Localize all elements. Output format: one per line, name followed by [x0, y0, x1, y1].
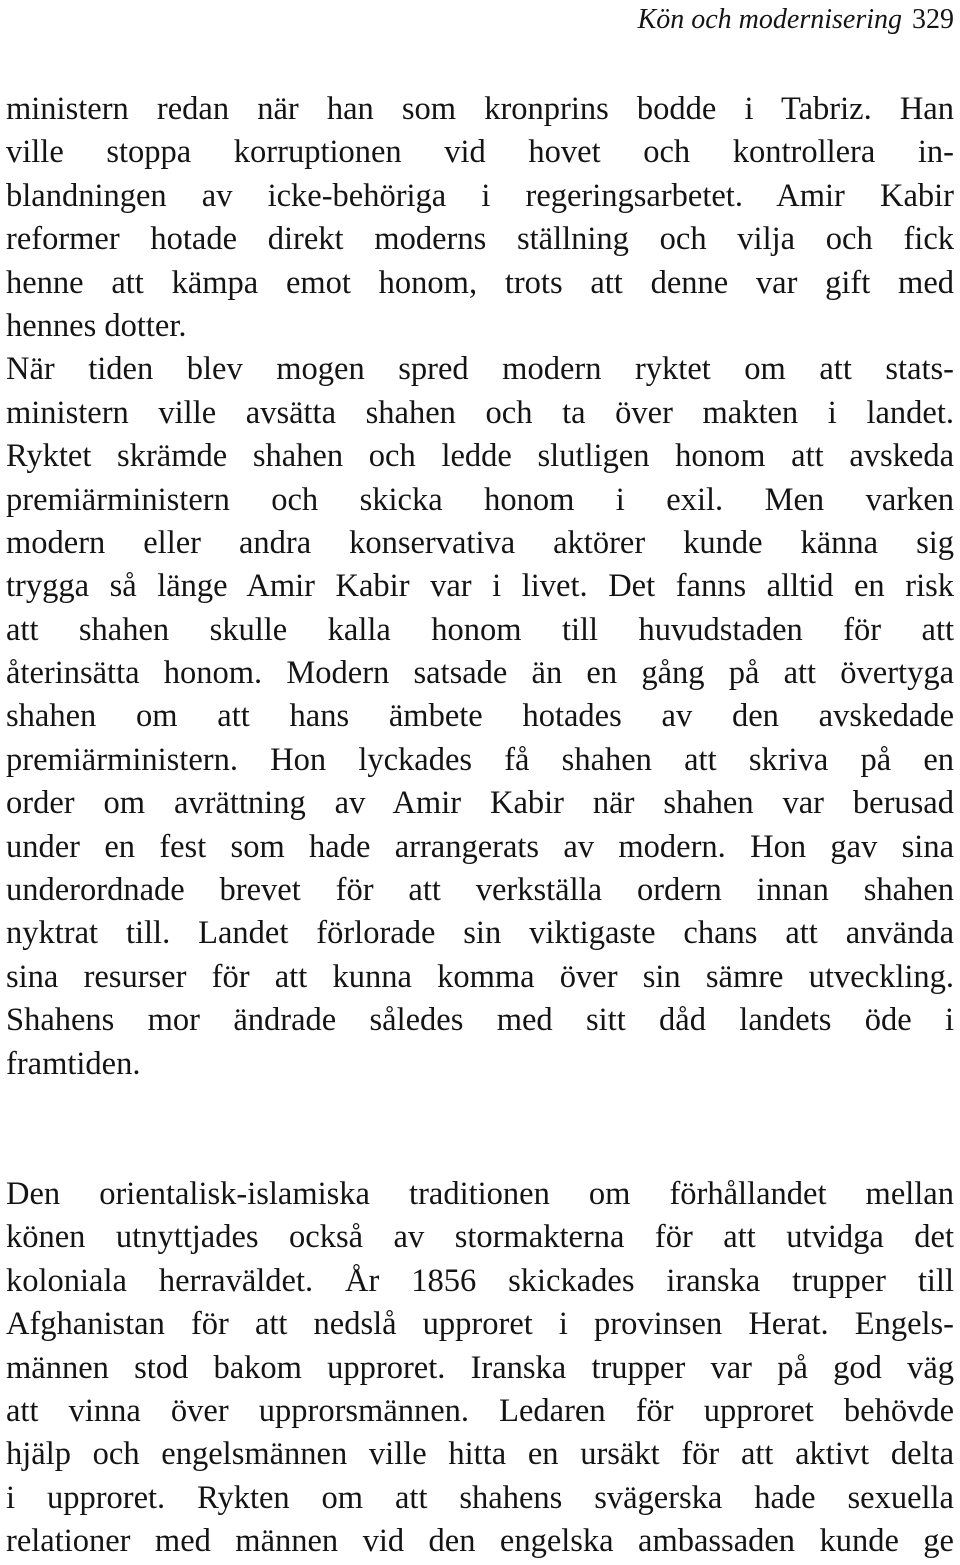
text-line: ministern ville avsätta shahen och ta över makten i landet.: [6, 394, 954, 431]
text-line: könen utnyttjades också av stormakterna för att utvidga det: [6, 1219, 954, 1256]
text-line: modern eller andra konservativa aktörer kunde känna sig: [6, 524, 954, 561]
text-line: att shahen skulle kalla honom till huvudstaden för att: [6, 611, 954, 648]
text-line: sina resurser för att kunna komma över sin sämre utveckling.: [6, 958, 954, 995]
text-line: i upproret. Rykten om att shahens svägerska hade sexuella: [6, 1479, 954, 1516]
page-number: 329: [912, 4, 954, 35]
text-line: relationer med männen vid den engelska ambassaden kunde ge: [6, 1523, 954, 1560]
text-line: underordnade brevet för att verkställa ordern innan shahen: [6, 872, 954, 909]
text-line: premiärministern och skicka honom i exil. Men varken: [6, 481, 954, 518]
paragraph-2: [6, 1173, 954, 1564]
text-line: premiärministern. Hon lyckades få shahen att skriva på en: [6, 741, 954, 778]
text-line: återinsätta honom. Modern satsade än en gång på att övertyga: [6, 655, 954, 692]
text-line: Den orientalisk-islamiska traditionen om förhållandet mellan: [6, 1176, 954, 1212]
text-line: att vinna över upprorsmännen. Ledaren för upproret behövde: [6, 1392, 954, 1429]
text-line: hennes dotter.: [6, 307, 187, 344]
text-line: ministern redan när han som kronprins bodde i Tabriz. Han: [6, 91, 954, 127]
text-line: order om avrättning av Amir Kabir när shahen var berusad: [6, 785, 954, 822]
text-line: blandningen av icke-behöriga i regeringsarbetet. Amir Kabir: [6, 177, 954, 214]
text-line: koloniala herraväldet. År 1856 skickades iranska trupper till: [6, 1262, 954, 1299]
running-header: [0, 2, 954, 38]
text-line: När tiden blev mogen spred modern ryktet om att stats-: [6, 351, 954, 388]
paragraph-1: [6, 88, 954, 1086]
text-line: henne att kämpa emot honom, trots att denne var gift med: [6, 264, 954, 301]
text-line: reformer hotade direkt moderns ställning och vilja och fick: [6, 221, 954, 258]
text-line: hjälp och engelsmännen ville hitta en ursäkt för att aktivt delta: [6, 1436, 954, 1473]
text-line: Ryktet skrämde shahen och ledde slutligen honom att avskeda: [6, 438, 954, 475]
text-line: männen stod bakom upproret. Iranska trupper var på god väg: [6, 1349, 954, 1386]
text-line: under en fest som hade arrangerats av modern. Hon gav sina: [6, 828, 954, 865]
text-line: Afghanistan för att nedslå upproret i provinsen Herat. Engels-: [6, 1306, 954, 1343]
text-line: shahen om att hans ämbete hotades av den avskedade: [6, 698, 954, 735]
text-line: nyktrat till. Landet förlorade sin viktigaste chans att använda: [6, 915, 954, 952]
text-line: framtiden.: [6, 1045, 141, 1082]
running-title: Kön och modernisering: [637, 4, 902, 35]
text-line: Shahens mor ändrade således med sitt dåd landets öde i: [6, 1002, 954, 1039]
text-line: trygga så länge Amir Kabir var i livet. Det fanns alltid en risk: [6, 568, 954, 605]
text-line: ville stoppa korruptionen vid hovet och kontrollera in-: [6, 134, 954, 171]
